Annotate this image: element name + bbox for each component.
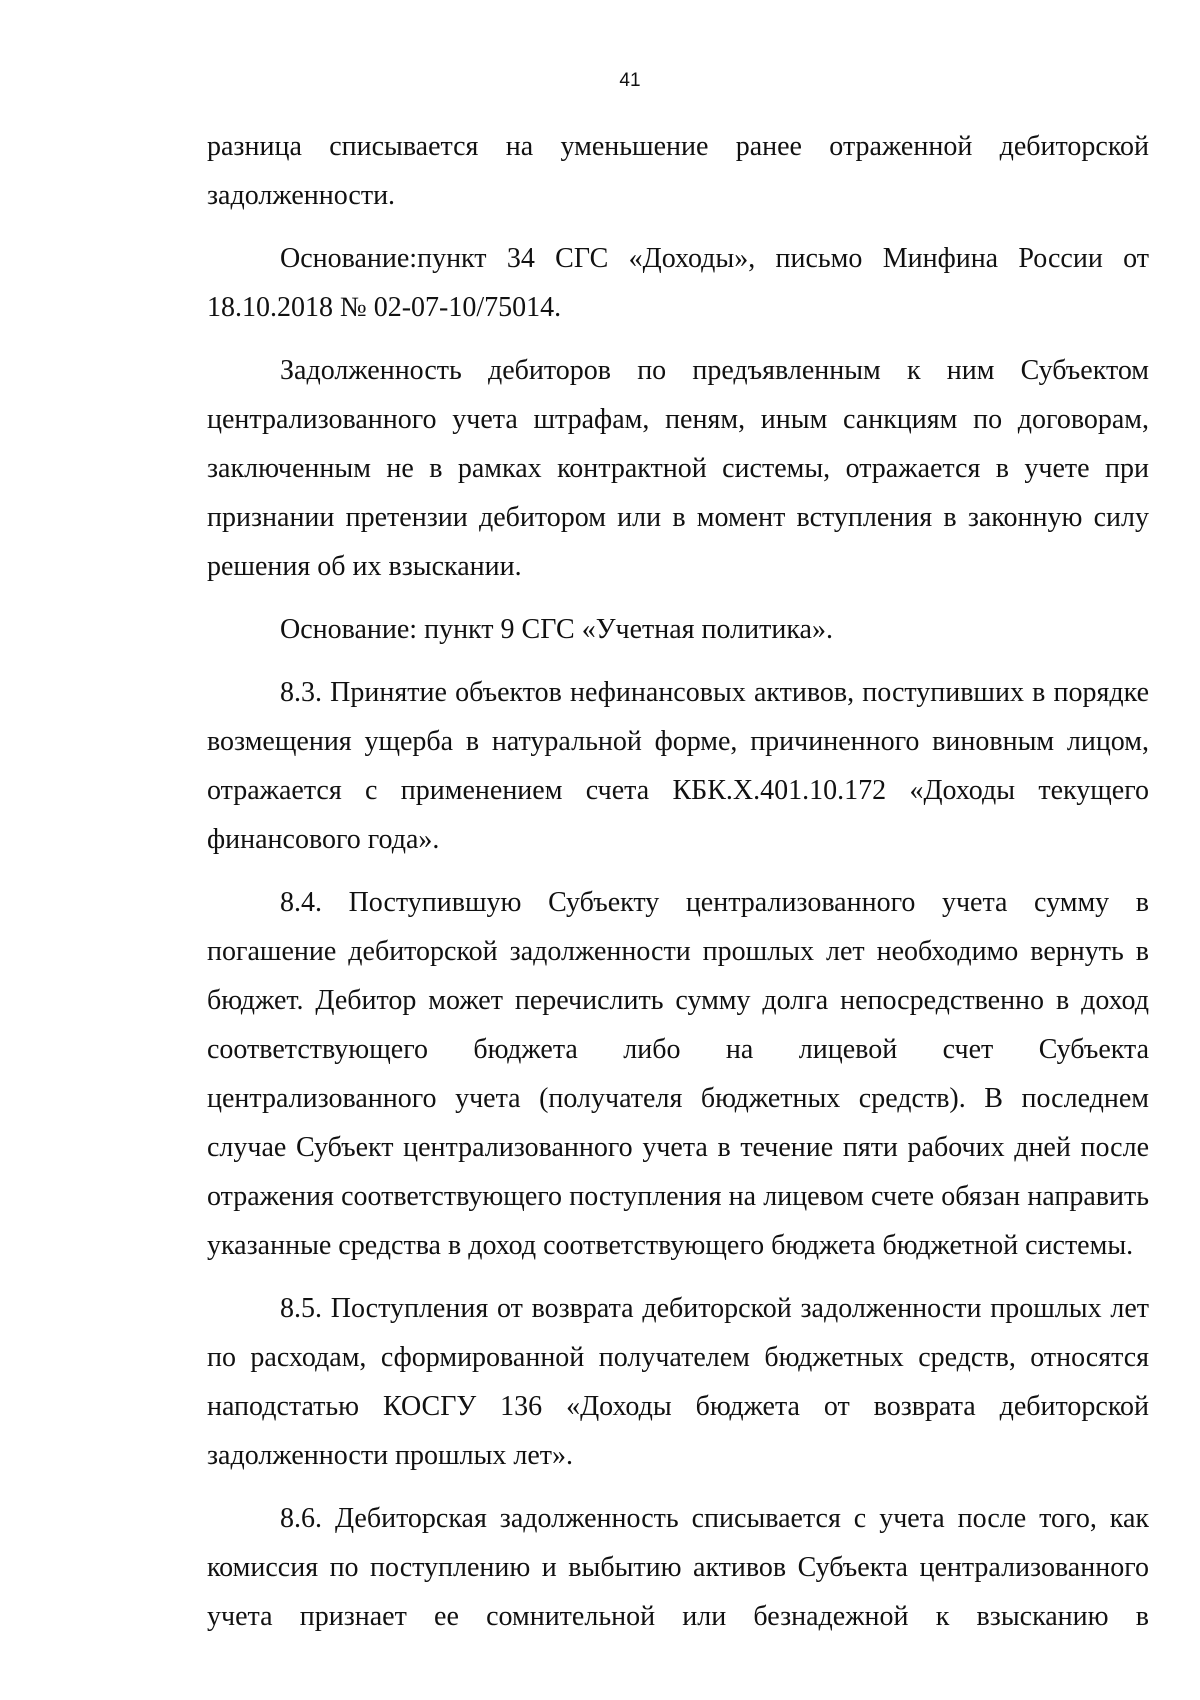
paragraph-basis-accounting-policy: Основание: пункт 9 СГС «Учетная политика». [280, 614, 833, 645]
document-body [207, 122, 1149, 1641]
paragraph-debtor-penalties: Задолженность дебиторов по предъявленным к ним Субъектом централизованного учета штрафам, пеням, иным санкциям по договорам, заключенным не в рамках контрактной системы, отражается в учете при признании претензии дебитором или в момент вступления в законную силу решения об их взыскании. [207, 355, 1149, 582]
paragraph-8-5: 8.5. Поступления от возврата дебиторской задолженности прошлых лет по расходам, сформированной получателем бюджетных средств, относятся наподстатью КОСГУ 136 «Доходы бюджета от возврата дебиторской задолженности прошлых лет». [207, 1293, 1149, 1471]
paragraph-8-3: 8.3. Принятие объектов нефинансовых активов, поступивших в порядке возмещения ущерба в натуральной форме, причиненного виновным лицом, отражается с применением счета КБК.Х.401.10.172 «Доходы текущего финансового года». [207, 677, 1149, 855]
paragraph-continuation: разница списывается на уменьшение ранее отраженной дебиторской задолженности. [207, 131, 1149, 211]
page-number: 41 [619, 70, 641, 91]
paragraph-8-6: 8.6. Дебиторская задолженность списывается с учета после того, как комиссия по поступлению и выбытию активов Субъекта централизованного учета признает ее сомнительной или безнадежной к взысканию в [207, 1503, 1149, 1632]
paragraph-8-4: 8.4. Поступившую Субъекту централизованного учета сумму в погашение дебиторской задолженности прошлых лет необходимо вернуть в бюджет. Дебитор может перечислить сумму долга непосредственно в доход соответствующего бюджета либо на лицевой счет Субъекта централизованного учета (получателя бюджетных средств). В последнем случае Субъект централизованного учета в течение пяти рабочих дней после отражения соответствующего поступления на лицевом счете обязан направить указанные средства в доход соответствующего бюджета бюджетной системы. [207, 887, 1149, 1261]
paragraph-basis-income: Основание:пункт 34 СГС «Доходы», письмо Минфина России от 18.10.2018 № 02-07-10/75014. [207, 243, 1149, 323]
